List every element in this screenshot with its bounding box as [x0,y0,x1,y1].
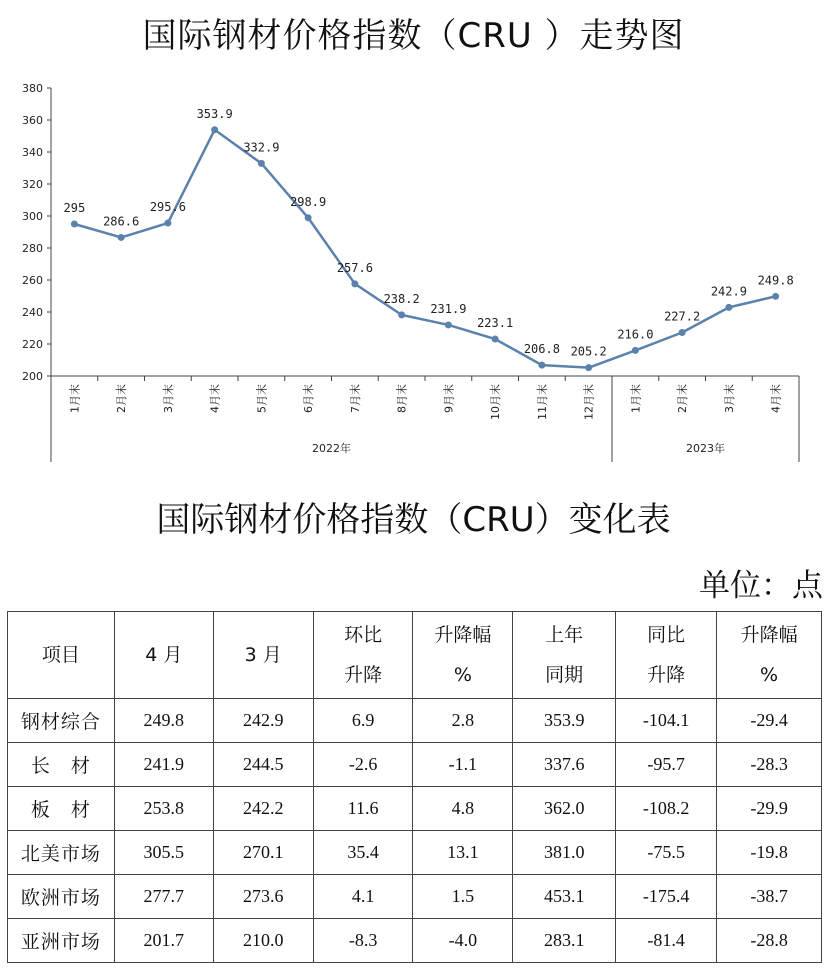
table-cell: 242.2 [213,787,313,831]
data-label: 298.9 [290,194,327,209]
table-cell: -175.4 [616,875,717,919]
data-label: 206.8 [523,342,560,357]
table-row [8,787,822,831]
data-label: 231.9 [430,301,467,316]
y-tick-label: 280 [22,242,43,255]
data-label: 332.9 [243,140,280,155]
x-tick-label: 2月末 [115,384,129,413]
x-tick-label: 4月末 [208,384,222,413]
table-cell: 11.6 [313,787,413,831]
table-cell: 381.0 [513,831,616,875]
table-cell: 2.8 [413,699,513,743]
x-tick-label: 3月末 [722,384,736,413]
table-cell: 13.1 [413,831,513,875]
y-tick-label: 260 [22,274,43,287]
x-tick-label: 10月末 [489,384,503,420]
data-point [164,220,171,227]
column-header-line: 同期 [545,664,584,686]
column-header [616,612,717,699]
data-label: 227.2 [664,309,701,324]
data-point [258,160,265,167]
x-tick-label: 3月末 [161,384,175,413]
row-label-cell: 北美市场 [8,831,115,875]
y-tick-label: 320 [22,178,43,191]
y-tick-label: 220 [22,338,43,351]
table-cell: 273.6 [213,875,313,919]
table-cell: 353.9 [513,699,616,743]
y-tick-label: 200 [22,370,43,383]
column-header [717,612,822,699]
table-cell: 242.9 [213,699,313,743]
data-label: 257.6 [336,260,373,275]
table-body [8,699,822,963]
data-point [445,321,452,328]
table-row [8,875,822,919]
table-cell: -108.2 [616,787,717,831]
table-cell: -28.3 [717,743,822,787]
y-tick-label: 340 [22,146,43,159]
table-cell: 4.8 [413,787,513,831]
header-row [8,612,822,699]
column-header-line: 升降幅 [740,624,798,646]
column-header-line: 同比 [647,624,686,646]
data-label: 295.6 [149,200,186,215]
table-row [8,919,822,963]
data-label: 249.8 [757,273,794,288]
data-point [71,221,78,228]
chart-title: 国际钢材价格指数（CRU ）走势图 [142,16,685,56]
x-tick-label: 6月末 [302,384,316,413]
column-header-line: 升降 [647,664,686,686]
table-cell: -1.1 [413,743,513,787]
x-tick-label: 5月末 [255,384,269,413]
table-row [8,743,822,787]
table-cell: -8.3 [313,919,413,963]
data-label: 242.9 [710,284,747,299]
y-tick-label: 300 [22,210,43,223]
column-header-line: 环比 [344,624,383,646]
table-title: 国际钢材价格指数（CRU）变化表 [156,500,671,540]
table-header [8,612,822,699]
data-point [679,329,686,336]
table-cell: 249.8 [114,699,213,743]
change-table [7,611,822,963]
x-tick-label: 2月末 [676,384,690,413]
y-tick-label: 360 [22,114,43,127]
x-tick-label: 8月末 [395,384,409,413]
column-header-line: % [453,664,472,686]
table-cell: 270.1 [213,831,313,875]
x-tick-label: 7月末 [348,384,362,413]
data-point [585,364,592,371]
table-cell: 241.9 [114,743,213,787]
table-cell: -95.7 [616,743,717,787]
y-tick-label: 240 [22,306,43,319]
y-tick-label: 380 [22,82,43,95]
row-label-cell: 板 材 [8,787,115,831]
table-cell: -2.6 [313,743,413,787]
data-label: 216.0 [617,327,654,342]
row-label-cell: 钢材综合 [8,699,115,743]
table-cell: 277.7 [114,875,213,919]
column-header-line: 升降幅 [434,624,492,646]
table-cell: -29.9 [717,787,822,831]
row-label-cell: 欧洲市场 [8,875,115,919]
column-header [114,612,213,699]
column-header [8,612,115,699]
table-cell: 1.5 [413,875,513,919]
table-cell: 6.9 [313,699,413,743]
table-cell: 35.4 [313,831,413,875]
column-header-line: % [760,664,779,686]
row-label-cell: 长 材 [8,743,115,787]
data-point [351,280,358,287]
data-label: 295 [63,201,86,215]
group-label: 2022年 [312,442,351,455]
series-line [74,130,775,368]
table-cell: -29.4 [717,699,822,743]
data-label: 286.6 [103,214,140,229]
table-cell: 305.5 [114,831,213,875]
table-cell: -38.7 [717,875,822,919]
column-header-line: 项目 [41,644,80,666]
table-cell: 453.1 [513,875,616,919]
table-row [8,699,822,743]
data-point [632,347,639,354]
data-label: 238.2 [383,291,420,306]
column-header-line: 3 月 [244,644,282,666]
data-label: 353.9 [196,106,233,121]
data-label: 205.2 [570,344,607,359]
table-cell: -4.0 [413,919,513,963]
data-point [118,234,125,241]
data-point [305,214,312,221]
x-tick-label: 11月末 [535,384,549,420]
line-chart [0,70,827,470]
table-cell: -104.1 [616,699,717,743]
column-header [513,612,616,699]
table-cell: -28.8 [717,919,822,963]
table-cell: 210.0 [213,919,313,963]
column-header [313,612,413,699]
x-tick-label: 12月末 [582,384,596,420]
data-label: 223.1 [477,316,514,331]
column-header-line: 升降 [344,664,383,686]
x-tick-label: 1月末 [68,384,82,413]
table-cell: 283.1 [513,919,616,963]
x-tick-label: 1月末 [629,384,643,413]
column-header [413,612,513,699]
column-header [213,612,313,699]
data-point [538,362,545,369]
x-tick-label: 9月末 [442,384,456,413]
table-cell: 337.6 [513,743,616,787]
table-cell: 4.1 [313,875,413,919]
table-cell: 362.0 [513,787,616,831]
group-label: 2023年 [686,442,725,455]
table-cell: -81.4 [616,919,717,963]
table-row [8,831,822,875]
table-cell: -75.5 [616,831,717,875]
table-cell: -19.8 [717,831,822,875]
data-point [398,311,405,318]
table-cell: 253.8 [114,787,213,831]
row-label-cell: 亚洲市场 [8,919,115,963]
data-point [772,293,779,300]
data-point [725,304,732,311]
table-cell: 244.5 [213,743,313,787]
column-header-line: 上年 [545,624,584,646]
data-point [492,336,499,343]
unit-label: 单位：点 [699,568,823,604]
x-tick-label: 4月末 [769,384,783,413]
table-cell: 201.7 [114,919,213,963]
column-header-line: 4 月 [145,644,183,666]
data-point [211,126,218,133]
